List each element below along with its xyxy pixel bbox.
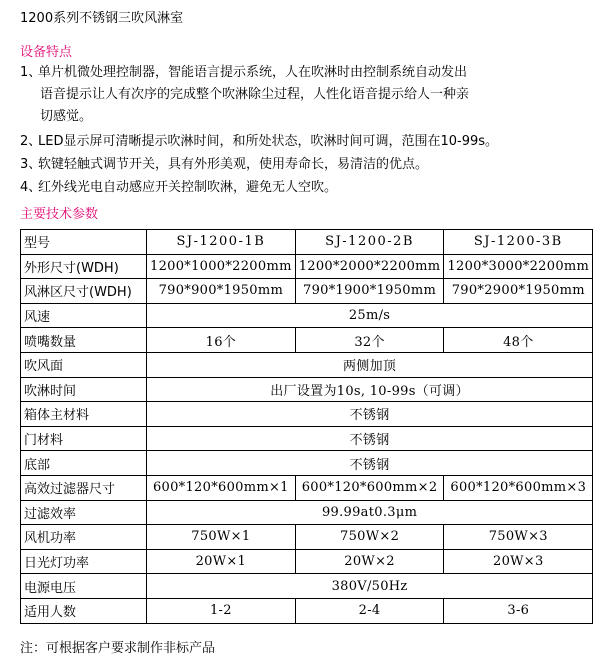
table-cell: 32个 <box>295 328 444 353</box>
table-row <box>21 549 593 574</box>
row-label: 吹淋时间 <box>21 377 147 402</box>
table-cell: 600*120*600mm×3 <box>444 475 593 500</box>
feature-item-3 <box>20 154 590 176</box>
table-cell: 600*120*600mm×2 <box>295 475 444 500</box>
params-heading: 主要技术参数 <box>20 207 99 222</box>
feature-number: 2、 <box>20 134 42 149</box>
row-label: 吹风面 <box>21 352 147 377</box>
feature-number: 1、 <box>20 65 42 80</box>
table-row <box>21 574 593 599</box>
table-cell: 1200*3000*2200mm <box>444 254 593 279</box>
table-cell: 16个 <box>147 328 296 353</box>
table-row <box>21 303 593 328</box>
feature-text: 单片机微处理控制器，智能语言提示系统，人在吹淋时由控制系统自动发出 <box>38 65 468 80</box>
table-header-row <box>21 230 593 255</box>
table-cell: 出厂设置为10s, 10-99s（可调） <box>147 377 593 402</box>
table-cell: 20W×3 <box>444 549 593 574</box>
row-label: 日光灯功率 <box>21 549 147 574</box>
feature-item-1 <box>20 62 590 128</box>
spec-table <box>20 229 593 624</box>
feature-number: 4、 <box>20 180 42 195</box>
row-label: 适用人数 <box>21 598 147 623</box>
row-label: 喷嘴数量 <box>21 328 147 353</box>
table-cell: 790*2900*1950mm <box>444 279 593 304</box>
page-title: 1200系列不锈钢三吹风淋室 <box>20 11 184 26</box>
table-row <box>21 328 593 353</box>
row-label: 箱体主材料 <box>21 402 147 427</box>
feature-text: 切感觉。 <box>40 109 93 124</box>
table-row <box>21 402 593 427</box>
row-label: 底部 <box>21 451 147 476</box>
row-label: 高效过滤器尺寸 <box>21 475 147 500</box>
table-cell: 不锈钢 <box>147 402 593 427</box>
row-label: 风淋区尺寸(WDH) <box>21 279 147 304</box>
feature-text: 语音提示让人有次序的完成整个吹淋除尘过程，人性化语音提示给人一种亲 <box>40 87 470 102</box>
table-row <box>21 525 593 550</box>
row-label: 电源电压 <box>21 574 147 599</box>
table-cell: 790*1900*1950mm <box>295 279 444 304</box>
header-cell: 型号 <box>21 230 147 255</box>
table-cell: 600*120*600mm×1 <box>147 475 296 500</box>
feature-number: 3、 <box>20 157 42 172</box>
table-cell: 790*900*1950mm <box>147 279 296 304</box>
feature-text: LED显示屏可清晰提示吹淋时间，和所处状态，吹淋时间可调，范围在10-99s。 <box>38 134 499 149</box>
feature-text: 软键轻触式调节开关，具有外形美观，使用寿命长，易清洁的优点。 <box>38 157 429 172</box>
row-label: 门材料 <box>21 426 147 451</box>
table-cell: 750W×3 <box>444 525 593 550</box>
table-row <box>21 254 593 279</box>
table-cell: 20W×2 <box>295 549 444 574</box>
table-row <box>21 279 593 304</box>
table-row <box>21 377 593 402</box>
table-row <box>21 352 593 377</box>
feature-text: 红外线光电自动感应开关控制吹淋，避免无人空吹。 <box>38 180 338 195</box>
table-cell: 3-6 <box>444 598 593 623</box>
header-cell: SJ-1200-2B <box>295 230 444 255</box>
header-cell: SJ-1200-1B <box>147 230 296 255</box>
table-cell: 1200*2000*2200mm <box>295 254 444 279</box>
feature-item-4 <box>20 177 590 199</box>
table-cell: 25m/s <box>147 303 593 328</box>
table-row <box>21 451 593 476</box>
row-label: 外形尺寸(WDH) <box>21 254 147 279</box>
table-cell: 380V/50Hz <box>147 574 593 599</box>
table-cell: 不锈钢 <box>147 451 593 476</box>
table-cell: 1200*1000*2200mm <box>147 254 296 279</box>
table-row <box>21 475 593 500</box>
features-heading: 设备特点 <box>20 45 73 60</box>
table-row <box>21 500 593 525</box>
table-cell: 不锈钢 <box>147 426 593 451</box>
table-cell: 两侧加顶 <box>147 352 593 377</box>
table-cell: 99.99at0.3μm <box>147 500 593 525</box>
table-cell: 750W×1 <box>147 525 296 550</box>
row-label: 风速 <box>21 303 147 328</box>
table-cell: 48个 <box>444 328 593 353</box>
table-cell: 20W×1 <box>147 549 296 574</box>
table-row <box>21 598 593 623</box>
table-cell: 1-2 <box>147 598 296 623</box>
table-cell: 2-4 <box>295 598 444 623</box>
footer-note: 注：可根据客户要求制作非标产品 <box>20 641 216 656</box>
table-cell: 750W×2 <box>295 525 444 550</box>
feature-item-2 <box>20 131 590 153</box>
header-cell: SJ-1200-3B <box>444 230 593 255</box>
table-row <box>21 426 593 451</box>
row-label: 风机功率 <box>21 525 147 550</box>
row-label: 过滤效率 <box>21 500 147 525</box>
